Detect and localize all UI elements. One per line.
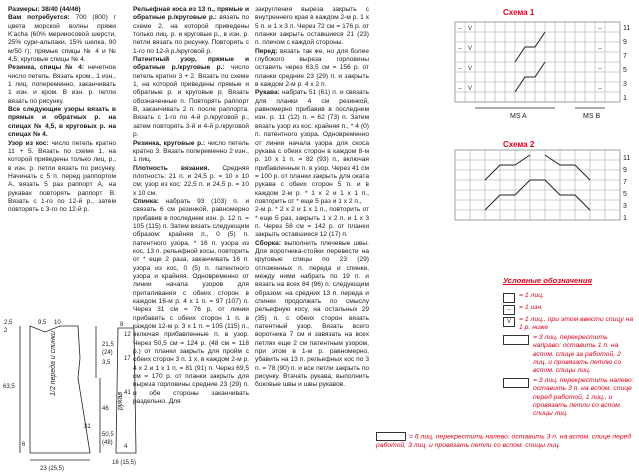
schema-2-row-5: 5 bbox=[623, 191, 627, 198]
schema-2-row-11: 11 bbox=[623, 155, 631, 162]
schema-1-label-ms-a: MS A bbox=[510, 113, 527, 120]
text-column-1 bbox=[8, 6, 116, 215]
needles-paragraph: Все следующие узоры вязать в прямых и обратных р. на спицах № 4,5, в круговых р. на спицах № 4. bbox=[8, 106, 116, 139]
label-sleeve-bottom: 16 (15,5) bbox=[112, 460, 137, 466]
knit-below-symbol-icon: V bbox=[503, 317, 515, 327]
label-armhole-alt: (24) bbox=[102, 350, 113, 356]
label-sleeve-4: 4 bbox=[124, 444, 128, 450]
sleeve-label: рукав bbox=[117, 391, 124, 410]
label-sleeve-17: 17 bbox=[124, 356, 131, 362]
label-bottom-width: 23 (25,5) bbox=[40, 466, 65, 472]
legend-item: V = 1 лиц., при этом ввести спицу на 1 р. ниже bbox=[503, 316, 635, 333]
schema-2-row-9: 9 bbox=[623, 167, 627, 174]
svg-text:–: – bbox=[458, 46, 462, 52]
cable-6-legend: = 6 лиц. перекрестить налево: оставить 3 п. на вспом. спице перед работой, 3 лиц. и провязать петли со вспом. спицы лиц. bbox=[376, 433, 632, 449]
label-width-top-2: 10 bbox=[54, 320, 61, 326]
sizes-paragraph: Размеры: 38/40 (44/46) bbox=[8, 6, 81, 13]
assembly-paragraph: Сборка: выполнить плечевые швы. Для воротника-стойки перевести на круговые спицы по 23 (29) отложенных п. переда и спинки, между ними набрать по 19 п. и вязать на всех 84 (96) п. следующим образом: на средних 13 п. переда и спинки продолжать по смыслу рельефную косу, на остальных 29 (35) п. с обеих сторон вязать патентный узор. Вязать всего воротника 7 см и завязать на всех петлях еще 2 см патентным узором, при этом в 1-м р. равномерно, убавить на 13 п. рельефных кос по 3 п. = 78 (90) п. и все петли закрыть по рисунку. Втачать рукава, выполнить боковые швы и швы рукавов. bbox=[255, 239, 369, 389]
label-width-top: 9,5 bbox=[38, 320, 47, 326]
svg-text:–: – bbox=[598, 46, 602, 52]
text-column-2 bbox=[133, 6, 249, 407]
schema-1-row-7: 7 bbox=[623, 53, 627, 60]
label-armhole: 21,5 bbox=[102, 342, 114, 348]
label-sleeve-top: 8 bbox=[120, 322, 124, 328]
six-stitch-cross-symbol-icon bbox=[376, 432, 406, 441]
schema-1-row-1: 1 bbox=[623, 95, 627, 102]
label-sleeve-12: 12 bbox=[124, 332, 131, 338]
neck-finish-paragraph: закругления выреза закрыть с внутреннего края в каждом 2-м р. 1 х 5 п. и 1 х 3 п. Через 72 см = 176 р. от планки закрыть оставшиеся 21 (23) п. плечом с каждой стороны. bbox=[255, 6, 369, 47]
legend-item: – = 1 изн. bbox=[503, 304, 635, 315]
schema-2-row-7: 7 bbox=[623, 179, 627, 186]
schema-1-row-3: 3 bbox=[623, 81, 627, 88]
text-column-3 bbox=[255, 6, 369, 390]
sleeves-paragraph: Рукава: набрать 51 (61) п. и связать для планки 4 см резинкой, равномерно прибавив в последнем изн. р. 11 (12) п. = 62 (73) п. Затем вязать узор из кос: крайняя п., * 4 (0) п. патентного узора. Одновременно от линии начала узора для скоса рукава с обеих сторон в каждом 8-м р. 10 х 1 п. = 82 (93) п., включая прибавленные п. в узор. Через 41 см = 100 р. от планки закрыть для оката рукава с обеих сторон 5 п. и в каждом 2-м р. * 1 х 2 и 1 х 1 п., повторить от * еще 5 раз и 1 х 2 п., bbox=[255, 89, 369, 205]
svg-text:–: – bbox=[458, 66, 462, 72]
label-side-46: 46 bbox=[102, 406, 109, 412]
svg-text:–: – bbox=[598, 66, 602, 72]
back-paragraph: Спинка: набрать 93 (103) п. и связать 6 см резинкой, равномерно прибавив в последнем изн. р. 12 п. = 105 (115) п. Затем вязать следующим образом: крайняя п., 0 (5) п. патентного узора, * 16 п. узора из кос, 13 п. рельефной косы, повторить от * еще 2 раза, заканчивать 16 п. узора из кос, 0 (5) п. патентного узора и крайняя. Одновременно от линии начала узоров для приталивания с обеих сторон в каждом 16-м р. 4 х 1 п. = 97 (107) п. Через 31 см = 76 р. от линии прибавить с обеих сторон 1 п. в каждом 12-м р. 3 х 1 п. = 105 (115) п., включая прибавленные п. в узор. Через 50,5 см = 124 р. (48 см = 118 р.) от планки закрыть для пройм с обеих сторон 3 п. 1 х, в каждом 2-м р. 4 х 2 и 1 х 1 п. = 81 (91) п. Через 69,5 см = 170 р. от планки закрыть для выреза горловины средние 23 (29) п. и обе стороны заканчивать раздельно. Для bbox=[133, 197, 249, 406]
svg-text:–: – bbox=[458, 26, 462, 32]
label-ribbing: 6 bbox=[22, 442, 26, 448]
svg-text:V: V bbox=[467, 46, 473, 52]
svg-text:V: V bbox=[467, 26, 473, 32]
legend-title: Условные обозначения bbox=[503, 276, 592, 285]
label-side-48: (48) bbox=[102, 440, 113, 446]
label-side-31: 31 bbox=[84, 424, 91, 430]
cable-pattern-paragraph: Узор из кос: число петель кратно 11 + 5. Вязать по схеме 1, на которой приведены только лиц. р., в изн. р. петли вязать по рисунку. Начинать с 5 п. перед раппортом А, вязать 5 раз раппорт А, на рукавах повторять раппорт В. Вязать с 1-го по 12-й р., затем повторять с 3-го по 12-й р. bbox=[8, 139, 116, 214]
svg-text:–: – bbox=[598, 86, 602, 92]
legend-item: = 3 лиц. перекрестить налево: оставить 3 п. на вспом. спице перед работой, 1 лиц., и провязать петли со вспом. спицы лиц. bbox=[503, 377, 635, 419]
schema-2-title: Схема 2 bbox=[503, 140, 535, 149]
svg-text:–: – bbox=[458, 86, 462, 92]
purl-symbol-icon: – bbox=[503, 305, 515, 315]
ribbing-paragraph: Резинка, спицы № 4: нечетное число петель. Вязать кром., 1 изн., 1 лиц. попеременно, заканчивать 1 изн. и кром. В изн. р. петли вязать по рисунку. bbox=[8, 64, 116, 105]
sleeve-schematic bbox=[110, 318, 142, 468]
schema-1-row-9: 9 bbox=[623, 39, 627, 46]
label-neck: 2,5 bbox=[4, 320, 13, 326]
label-shoulder: 3,5 bbox=[102, 360, 111, 366]
schema-1-chart bbox=[455, 22, 635, 122]
knit-symbol-icon bbox=[503, 293, 515, 303]
schema-2-row-1: 1 bbox=[623, 215, 627, 222]
left-cross-symbol-icon bbox=[503, 378, 529, 388]
ribbing-round-paragraph: Резинка, круговые р.: число петель кратно 3. Вязать попеременно 2 изн., 1 лиц. bbox=[133, 139, 249, 164]
materials-paragraph: Вам потребуется: 700 (800) г цвета морской волны пряжи K'acha (60% мериносовой шерсти, 25% сури-альпаки, 15% шелка, 90 м/50 г); прямые спицы № 4 и № 4,5; круговые спицы № 4. bbox=[8, 14, 116, 64]
label-neck-2: 2 bbox=[4, 328, 8, 334]
svg-text:V: V bbox=[467, 66, 473, 72]
sleeve-end-paragraph: 2-м р. * 2 х 2 и 1 х 1 п., повторить от * еще 5 раз, закрыть 1 х 2 п. и 1 х 3 п. Через 58 см = 142 р. от планки закрыть оставшиеся 12 (17) п. bbox=[255, 206, 369, 239]
svg-text:V: V bbox=[467, 86, 473, 92]
schema-1-title: Схема 1 bbox=[503, 8, 535, 17]
svg-text:–: – bbox=[598, 26, 602, 32]
legend bbox=[503, 292, 635, 420]
relief-cable-paragraph: Рельефная коса из 13 п., прямые и обратные р./круговые р.: вязать по схеме 2, на которой приведены только лиц. р. и круговые р., в изн. р. петли вязать по рисунку. Повторять с 1-го по 12-й р./круговой р. bbox=[133, 6, 249, 55]
legend-item: = 1 лиц. bbox=[503, 292, 635, 303]
label-total-height: 63,5 bbox=[3, 384, 15, 390]
patent-paragraph: Патентный узор, прямые и обратные р./круговые р.: число петель кратно 3 + 2. Вязать по схеме 1, на которой приведены прямые и обратные р. и круговые р. Вязать обозначенные п. Повторять раппорт В, заканчивать 2 п. после раппорта. Вязать с 1-го по 4-й р./круговой р., затем повторять 3-й и 4-й р./круговой р. bbox=[133, 56, 249, 139]
legend-item: = 3 лиц. перекрестить направо: оставить 1 п. на вспом. спице за работой, 2 лиц. и провязать петлю со вспом. спицы лиц. bbox=[503, 334, 635, 376]
schema-2-chart bbox=[455, 150, 635, 230]
front-paragraph: Перед: вязать так же, но для более глубокого выреза горловины оставить через 63,5 см = 156 р. от планки средние 23 (29) п. и закрыть в каждом 2-м р. 4 х 2 п. bbox=[255, 47, 369, 89]
schema-2-row-3: 3 bbox=[623, 203, 627, 210]
schema-1-row-5: 5 bbox=[623, 67, 627, 74]
schema-1-row-11: 11 bbox=[623, 25, 631, 32]
right-cross-symbol-icon bbox=[503, 335, 529, 345]
label-side-50: 50,5 bbox=[102, 432, 114, 438]
label-sleeve-41: 41 bbox=[124, 390, 131, 396]
schema-1-label-ms-b: MS B bbox=[583, 113, 601, 120]
gauge-paragraph: Плотность вязания. Средняя плотность: 21 п. и 24,5 р. = 10 х 10 см; узор из кос: 22,5 п. и 24,5 р. = 10 х 10 см. bbox=[133, 164, 249, 197]
label-panel-name: 1/2 переда и спинки bbox=[50, 331, 57, 396]
body-panel-outline bbox=[30, 326, 90, 453]
